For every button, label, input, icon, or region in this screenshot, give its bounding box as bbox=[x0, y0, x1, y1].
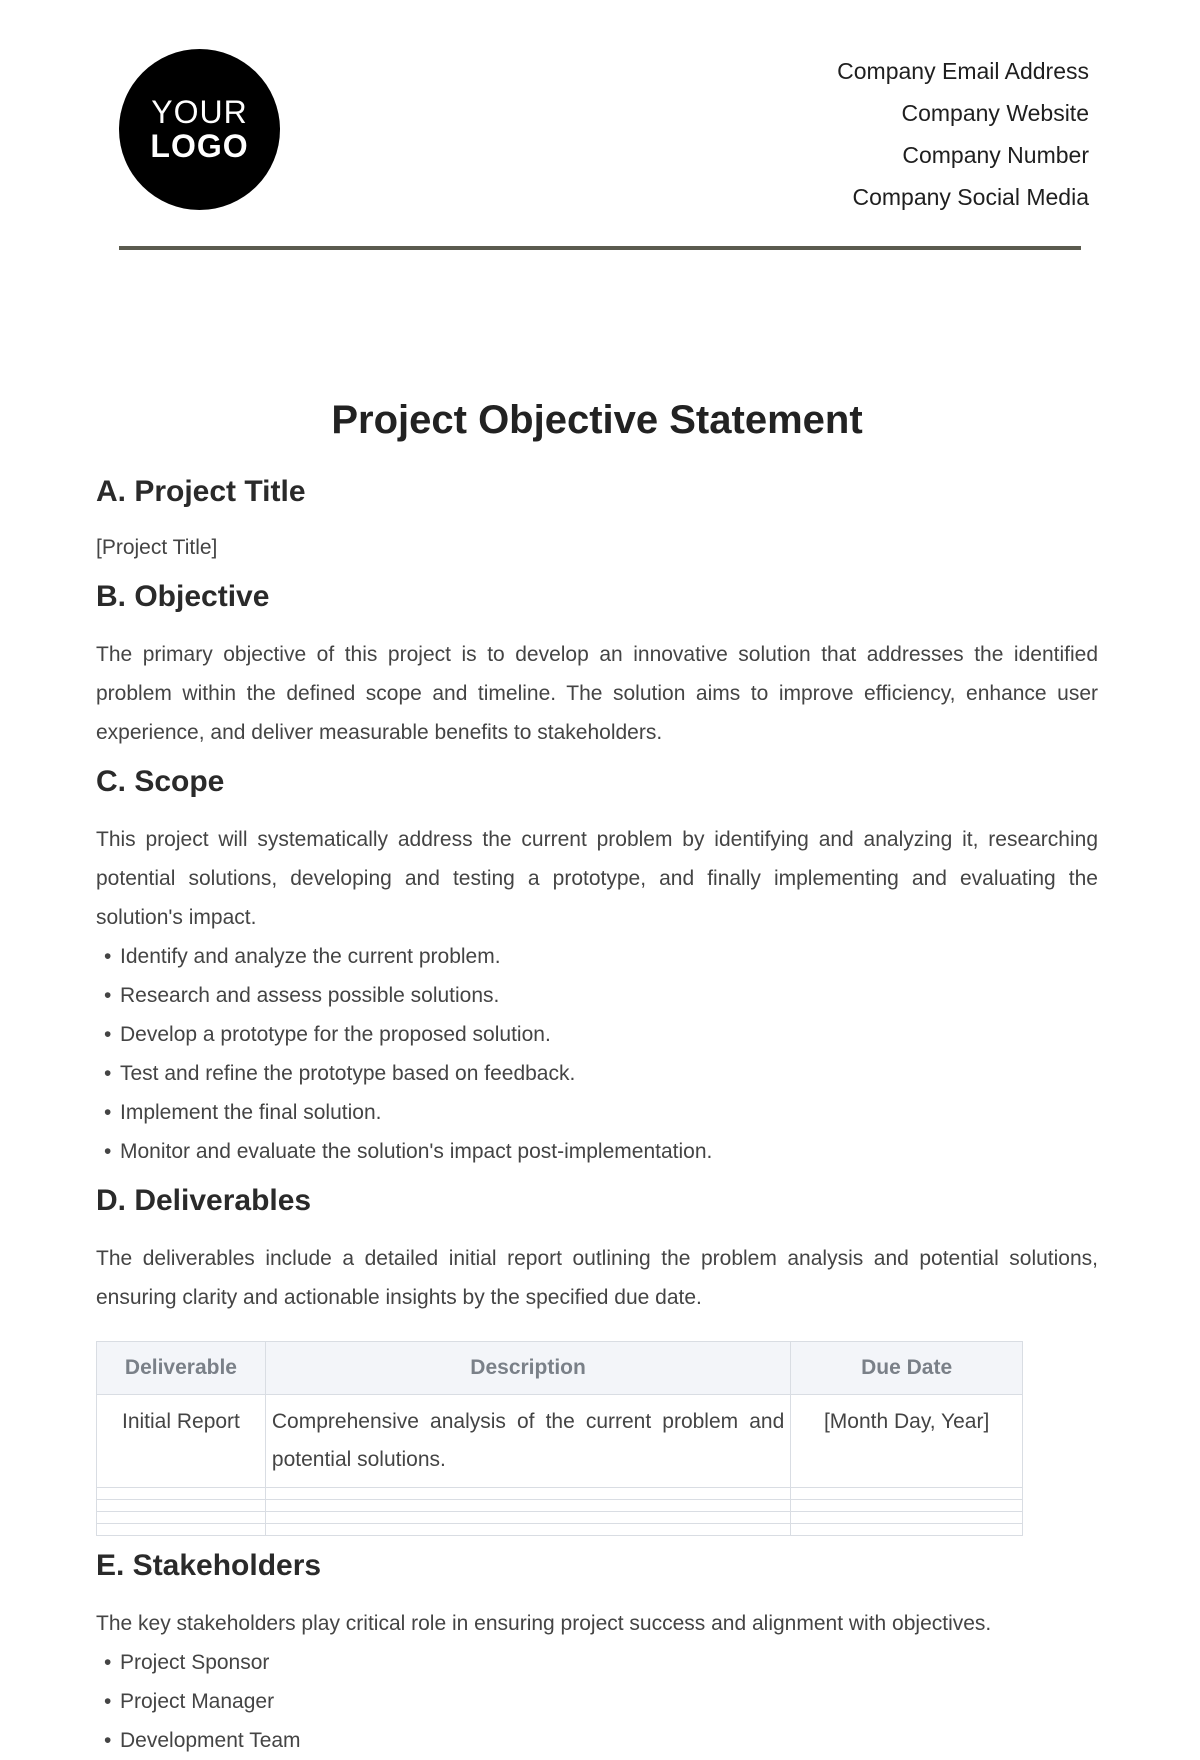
table-cell bbox=[265, 1524, 790, 1536]
bullet-icon: • bbox=[104, 1690, 112, 1713]
list-item-text: Development Team bbox=[120, 1729, 301, 1752]
table-cell bbox=[97, 1500, 266, 1512]
list-item-text: Research and assess possible solutions. bbox=[120, 984, 500, 1007]
table-cell: [Month Day, Year] bbox=[791, 1395, 1023, 1488]
bullet-icon: • bbox=[104, 1062, 112, 1085]
company-social-media: Company Social Media bbox=[852, 184, 1089, 210]
list-item bbox=[96, 937, 1098, 976]
list-item-text: Identify and analyze the current problem. bbox=[120, 945, 501, 968]
bullet-icon: • bbox=[104, 984, 112, 1007]
table-cell bbox=[791, 1524, 1023, 1536]
table-row bbox=[97, 1500, 1023, 1512]
section-heading: C. Scope bbox=[96, 765, 225, 798]
list-item-text: Project Manager bbox=[120, 1690, 275, 1713]
column-header: Description bbox=[265, 1342, 790, 1395]
bullet-icon: • bbox=[104, 1140, 112, 1163]
document-title: Project Objective Statement bbox=[331, 398, 863, 442]
table-cell bbox=[265, 1488, 790, 1500]
stakeholders-list bbox=[96, 1643, 1098, 1760]
bullet-icon: • bbox=[104, 1023, 112, 1046]
list-item-text: Project Sponsor bbox=[120, 1651, 270, 1674]
header-divider bbox=[119, 246, 1081, 250]
bullet-icon: • bbox=[104, 1651, 112, 1674]
company-contact-block bbox=[837, 50, 1089, 218]
list-item-text: Develop a prototype for the proposed solution. bbox=[120, 1023, 551, 1046]
company-logo bbox=[119, 49, 280, 210]
table-row bbox=[97, 1524, 1023, 1536]
section-deliverables bbox=[96, 1181, 1098, 1536]
table-cell bbox=[791, 1500, 1023, 1512]
list-item bbox=[96, 1682, 1098, 1721]
list-item bbox=[96, 1054, 1098, 1093]
list-item bbox=[96, 1093, 1098, 1132]
table-row bbox=[97, 1488, 1023, 1500]
stakeholders-text: The key stakeholders play critical role in ensuring project success and alignment with objectives. bbox=[96, 1612, 992, 1635]
table-cell: Comprehensive analysis of the current problem and potential solutions. bbox=[265, 1395, 790, 1488]
list-item bbox=[96, 1015, 1098, 1054]
table-cell bbox=[97, 1488, 266, 1500]
bullet-icon: • bbox=[104, 1729, 112, 1752]
section-stakeholders bbox=[96, 1546, 1098, 1760]
list-item-text: Test and refine the prototype based on feedback. bbox=[120, 1062, 576, 1085]
section-scope bbox=[96, 762, 1098, 1171]
table-header-row bbox=[97, 1342, 1023, 1395]
list-item bbox=[96, 1721, 1098, 1760]
logo-line-1: YOUR bbox=[151, 93, 248, 130]
section-project-title bbox=[96, 472, 1098, 567]
list-item-text: Monitor and evaluate the solution's impact post-implementation. bbox=[120, 1140, 713, 1163]
column-header: Deliverable bbox=[97, 1342, 266, 1395]
table-row bbox=[97, 1512, 1023, 1524]
list-item bbox=[96, 976, 1098, 1015]
scope-list bbox=[96, 937, 1098, 1171]
logo-line-2: LOGO bbox=[150, 127, 249, 164]
table-cell: Initial Report bbox=[97, 1395, 266, 1488]
section-objective bbox=[96, 577, 1098, 752]
list-item-text: Implement the final solution. bbox=[120, 1101, 382, 1124]
bullet-icon: • bbox=[104, 945, 112, 968]
table-cell bbox=[265, 1512, 790, 1524]
objective-text: The primary objective of this project is to develop an innovative solution that addresses the identified problem within the defined scope and timeline. The solution aims to improve efficiency, enhance user experience, and deliver measurable benefits to stakeholders. bbox=[96, 643, 1098, 744]
section-heading: E. Stakeholders bbox=[96, 1549, 322, 1582]
deliverables-table bbox=[96, 1341, 1023, 1536]
table-row bbox=[97, 1395, 1023, 1488]
project-title-value: [Project Title] bbox=[96, 536, 218, 559]
section-heading: D. Deliverables bbox=[96, 1184, 312, 1217]
company-email: Company Email Address bbox=[837, 58, 1089, 84]
bullet-icon: • bbox=[104, 1101, 112, 1124]
table-cell bbox=[97, 1524, 266, 1536]
table-cell bbox=[791, 1488, 1023, 1500]
list-item bbox=[96, 1643, 1098, 1682]
company-website: Company Website bbox=[901, 100, 1089, 126]
document-body bbox=[96, 388, 1098, 1760]
table-cell bbox=[97, 1512, 266, 1524]
deliverables-text: The deliverables include a detailed initial report outlining the problem analysis and potential solutions, ensuring clarity and actionable insights by the specified due date. bbox=[96, 1247, 1098, 1309]
section-heading: B. Objective bbox=[96, 580, 270, 613]
table-cell bbox=[265, 1500, 790, 1512]
column-header: Due Date bbox=[791, 1342, 1023, 1395]
section-heading: A. Project Title bbox=[96, 475, 306, 508]
list-item bbox=[96, 1132, 1098, 1171]
table-cell bbox=[791, 1512, 1023, 1524]
company-number: Company Number bbox=[902, 142, 1089, 168]
scope-text: This project will systematically address the current problem by identifying and analyzing it, researching potential solutions, developing and testing a prototype, and finally implementing and evaluating the solution's impact. bbox=[96, 828, 1098, 929]
